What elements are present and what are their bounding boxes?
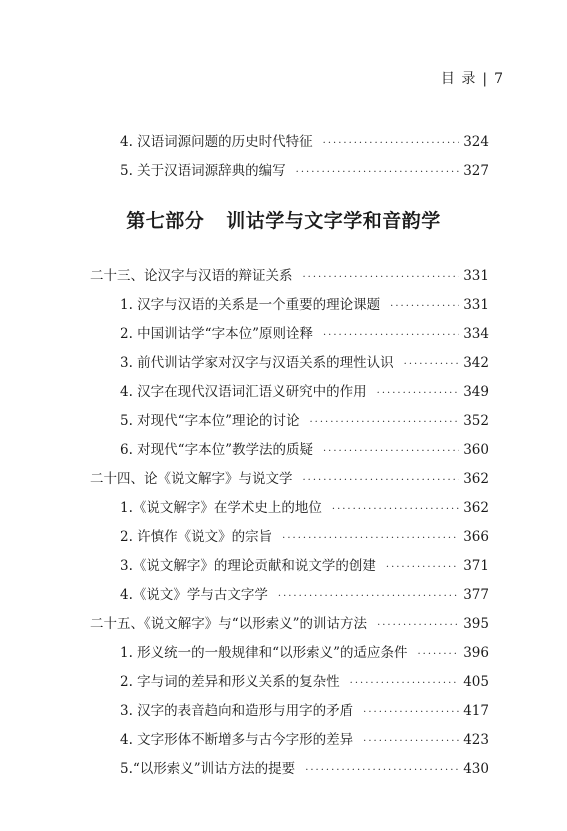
toc-entry[interactable] <box>120 699 489 719</box>
toc-entry-title: 2. 许慎作《说文》的宗旨 <box>120 529 273 545</box>
toc-entry-page: 349 <box>463 384 489 400</box>
dot-leader <box>323 138 460 149</box>
toc-chapter-title: 二十三、论汉字与汉语的辩证关系 <box>90 268 293 284</box>
toc-entry-page: 342 <box>463 355 489 371</box>
toc-entry[interactable] <box>120 728 489 748</box>
dot-leader <box>309 417 459 428</box>
toc-entry[interactable] <box>120 583 489 603</box>
toc-entry-page: 377 <box>463 587 489 603</box>
dot-leader <box>386 562 459 573</box>
header-section-title: 目 录 <box>440 71 477 87</box>
toc-chapter[interactable] <box>90 467 489 487</box>
dot-leader <box>350 678 460 689</box>
toc-entry-title: 4.《说文》学与古文字学 <box>120 587 268 603</box>
toc-entry-title: 5. 关于汉语词源辞典的编写 <box>120 163 286 179</box>
toc-entry[interactable] <box>120 322 489 342</box>
dot-leader <box>390 301 459 312</box>
toc-entry[interactable] <box>120 293 489 313</box>
toc-entry-page: 360 <box>463 442 489 458</box>
toc-entry[interactable] <box>120 130 489 150</box>
toc-entry-page: 366 <box>463 529 489 545</box>
dot-leader <box>363 736 459 747</box>
toc-entry[interactable] <box>120 757 489 777</box>
part-label: 第七部分 <box>126 210 205 232</box>
toc-entry[interactable] <box>120 554 489 574</box>
toc-entry-page: 324 <box>463 134 489 150</box>
toc-entry[interactable] <box>120 496 489 516</box>
part-title: 训诂学与文字学和音韵学 <box>226 210 441 232</box>
dot-leader <box>323 446 459 457</box>
dot-leader <box>377 620 459 631</box>
toc-entry-page: 334 <box>463 326 489 342</box>
dot-leader <box>303 272 460 283</box>
toc-entry-page: 352 <box>463 413 489 429</box>
toc-entry[interactable] <box>120 438 489 458</box>
toc-entry[interactable] <box>120 351 489 371</box>
toc-entry-title: 4. 文字形体不断增多与古今字形的差异 <box>120 732 354 748</box>
header-separator: | <box>482 71 489 87</box>
toc-entry-title: 5. 对现代“字本位”理论的讨论 <box>120 413 300 429</box>
toc-entry-title: 3. 汉字的表音趋向和造形与用字的矛盾 <box>120 703 354 719</box>
toc-entry-page: 396 <box>463 645 489 661</box>
toc-entry-title: 1. 形义统一的一般规律和“以形索义”的适应条件 <box>120 645 408 661</box>
toc-entry-page: 405 <box>463 674 489 690</box>
toc-entry-title: 4. 汉语词源问题的历史时代特征 <box>120 134 313 150</box>
toc-entry-title: 2. 字与词的差异和形义关系的复杂性 <box>120 674 340 690</box>
dot-leader <box>305 765 459 776</box>
toc-entry-page: 327 <box>463 163 489 179</box>
toc-entry-title: 1. 汉字与汉语的关系是一个重要的理论课题 <box>120 297 381 313</box>
toc-entry-page: 430 <box>463 761 489 777</box>
dot-leader <box>332 504 459 515</box>
dot-leader <box>377 388 460 399</box>
toc-entry[interactable] <box>120 380 489 400</box>
toc-entry-page: 331 <box>463 297 489 313</box>
toc-entry-page: 417 <box>463 703 489 719</box>
toc-entry[interactable] <box>120 525 489 545</box>
toc-chapter-page: 331 <box>463 268 489 284</box>
toc-entry[interactable] <box>120 641 489 661</box>
toc-entry-page: 371 <box>463 558 489 574</box>
dot-leader <box>282 533 459 544</box>
toc-entry[interactable] <box>120 159 489 179</box>
toc-chapter-page: 395 <box>463 616 489 632</box>
dot-leader <box>417 649 459 660</box>
toc-entry-title: 5.“以形索义”训诂方法的提要 <box>120 761 296 777</box>
running-header <box>441 68 504 88</box>
dot-leader <box>323 330 459 341</box>
toc-entry-title: 3.《说文解字》的理论贡献和说文学的创建 <box>120 558 376 574</box>
dot-leader <box>363 707 459 718</box>
toc-chapter-title: 二十五、《说文解字》与“以形索义”的训诂方法 <box>90 616 368 632</box>
dot-leader <box>296 167 460 178</box>
toc-chapter[interactable] <box>90 612 489 632</box>
toc-entry-title: 2. 中国训诂学“字本位”原则诠释 <box>120 326 313 342</box>
toc-chapter-title: 二十四、论《说文解字》与说文学 <box>90 471 293 487</box>
header-page-number: 7 <box>494 71 504 87</box>
toc-entry-title: 4. 汉字在现代汉语词汇语义研究中的作用 <box>120 384 367 400</box>
toc-entry-page: 362 <box>463 500 489 516</box>
toc-entry-title: 3. 前代训诂学家对汉字与汉语关系的理性认识 <box>120 355 394 371</box>
toc-chapter-page: 362 <box>463 471 489 487</box>
toc-chapter[interactable] <box>90 264 489 284</box>
dot-leader <box>303 475 460 486</box>
toc-entry-title: 1.《说文解字》在学术史上的地位 <box>120 500 322 516</box>
toc-entry-title: 6. 对现代“字本位”教学法的质疑 <box>120 442 313 458</box>
dot-leader <box>404 359 460 370</box>
toc-entry[interactable] <box>120 409 489 429</box>
toc-entry[interactable] <box>120 670 489 690</box>
toc-entry-page: 423 <box>463 732 489 748</box>
dot-leader <box>278 591 459 602</box>
part-heading <box>0 206 567 233</box>
